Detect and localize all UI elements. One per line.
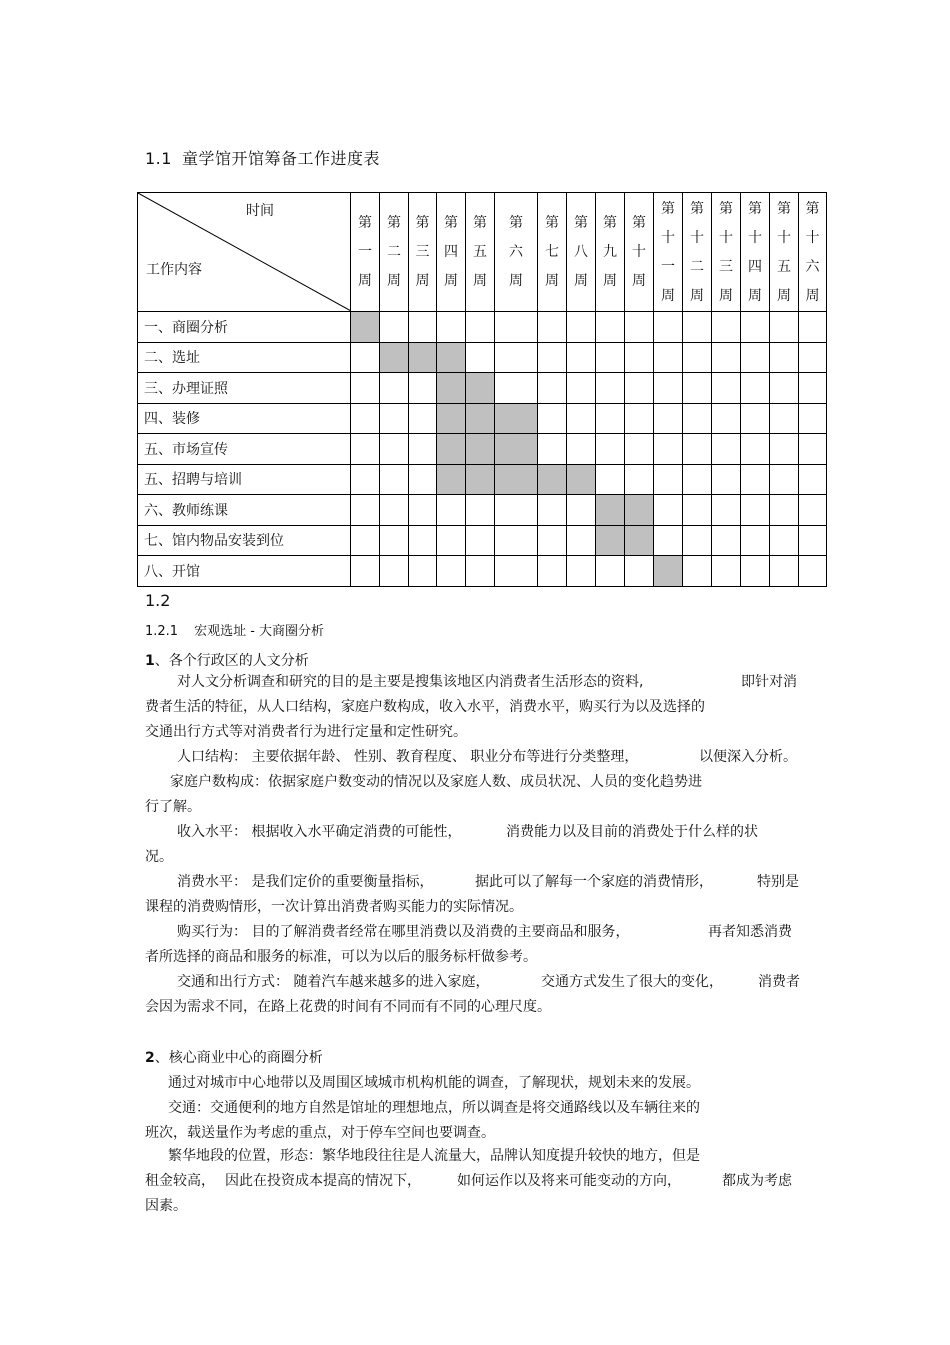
schedule-cell — [625, 373, 654, 404]
task-label: 四、装修 — [138, 403, 351, 434]
schedule-cell — [495, 342, 538, 373]
week-header-char: 六 — [509, 244, 523, 260]
paragraph-line: 消费能力以及目前的消费处于什么样的状 — [506, 824, 758, 840]
schedule-cell — [538, 495, 567, 526]
task-label: 五、市场宣传 — [138, 434, 351, 465]
paragraph-line: 会因为需求不同，在路上花费的时间有不同而有不同的心理尺度。 — [145, 999, 551, 1015]
schedule-cell — [538, 556, 567, 587]
week-header-char: 十 — [690, 230, 704, 246]
week-header-char: 第 — [690, 201, 704, 217]
schedule-cell-active — [495, 464, 538, 495]
paragraph-line: 繁华地段的位置，形态：繁华地段往往是人流量大，品牌认知度提升较快的地方，但是 — [168, 1148, 700, 1164]
week-header-char: 周 — [748, 288, 762, 304]
title-number: 1.1 — [145, 149, 172, 168]
paragraph-line: 行了解。 — [145, 799, 201, 815]
week-header-char: 周 — [473, 273, 487, 289]
schedule-cell — [683, 434, 712, 465]
schedule-cell — [466, 312, 495, 343]
schedule-cell — [596, 373, 625, 404]
table-row — [138, 403, 827, 434]
week-header-16 — [799, 193, 827, 312]
paragraph-line: 交通出行方式等对消费者行为进行定量和定性研究。 — [145, 724, 467, 740]
schedule-cell — [741, 556, 770, 587]
week-header-char: 第 — [632, 215, 646, 231]
schedule-cell — [683, 312, 712, 343]
schedule-cell — [712, 464, 741, 495]
schedule-cell — [683, 342, 712, 373]
paragraph-line: 收入水平： 根据收入水平确定消费的可能性， — [177, 824, 462, 840]
schedule-cell-active — [596, 495, 625, 526]
schedule-cell-active — [351, 312, 380, 343]
paragraph-line: 交通和出行方式： 随着汽车越来越多的进入家庭， — [177, 974, 490, 990]
schedule-cell — [409, 495, 437, 526]
week-header-char: 周 — [574, 273, 588, 289]
week-header-char: 第 — [805, 201, 820, 217]
schedule-cell — [466, 556, 495, 587]
schedule-cell — [799, 434, 827, 465]
schedule-cell — [495, 556, 538, 587]
schedule-cell — [380, 464, 409, 495]
week-header-char: 周 — [444, 273, 458, 289]
paragraph-line: 交通：交通便利的地方自然是馆址的理想地点，所以调查是将交通路线以及车辆往来的 — [168, 1100, 700, 1116]
schedule-cell — [712, 373, 741, 404]
week-header-char: 周 — [690, 288, 704, 304]
schedule-cell-active — [437, 403, 466, 434]
schedule-cell — [380, 373, 409, 404]
schedule-cell — [799, 342, 827, 373]
schedule-cell — [409, 464, 437, 495]
schedule-cell — [741, 525, 770, 556]
schedule-cell — [351, 434, 380, 465]
week-header-char: 第 — [603, 215, 617, 231]
page-title — [145, 146, 380, 169]
schedule-cell — [538, 342, 567, 373]
paragraph-line: 交通方式发生了很大的变化， — [541, 974, 723, 990]
schedule-cell — [495, 525, 538, 556]
schedule-cell — [625, 464, 654, 495]
week-header-char: 第 — [387, 215, 401, 231]
paragraph-line: 即针对消 — [741, 674, 797, 690]
schedule-cell — [712, 342, 741, 373]
paragraph-line: 对人文分析调查和研究的目的是主要是搜集该地区内消费者生活形态的资料, — [177, 674, 644, 690]
schedule-cell — [495, 312, 538, 343]
schedule-cell — [351, 556, 380, 587]
schedule-cell — [567, 495, 596, 526]
paragraph-line: 以便深入分析。 — [699, 749, 797, 765]
schedule-cell — [683, 373, 712, 404]
schedule-cell — [799, 495, 827, 526]
schedule-cell — [712, 434, 741, 465]
week-header-12 — [683, 193, 712, 312]
table-row — [138, 556, 827, 587]
schedule-cell-active — [437, 342, 466, 373]
week-header-char: 第 — [358, 215, 372, 231]
week-header-char: 一 — [358, 244, 372, 260]
schedule-cell — [567, 373, 596, 404]
week-header-3 — [409, 193, 437, 312]
week-header-char: 周 — [603, 273, 617, 289]
week-header-char: 四 — [444, 244, 458, 260]
schedule-cell-active — [380, 342, 409, 373]
paragraph-line: 因素。 — [145, 1198, 187, 1214]
corner-time-label: 时间 — [246, 203, 274, 219]
schedule-cell — [741, 464, 770, 495]
week-header-char: 一 — [661, 259, 675, 275]
schedule-cell-active — [567, 464, 596, 495]
schedule-cell — [654, 434, 683, 465]
week-header-char: 八 — [574, 244, 588, 260]
schedule-cell-active — [466, 373, 495, 404]
paragraph-line: 通过对城市中心地带以及周围区域城市机构机能的调查，了解现状，规划未来的发展。 — [168, 1075, 700, 1091]
paragraph-line: 如何运作以及将来可能变动的方向， — [457, 1173, 681, 1189]
schedule-table — [137, 192, 827, 587]
schedule-cell — [770, 342, 799, 373]
schedule-cell — [380, 403, 409, 434]
schedule-cell — [437, 312, 466, 343]
paragraph-line: 况。 — [145, 849, 173, 865]
schedule-cell — [596, 403, 625, 434]
part2-heading-number: 2 — [145, 1050, 155, 1066]
week-header-char: 第 — [444, 215, 458, 231]
schedule-cell — [409, 556, 437, 587]
week-header-char: 六 — [805, 259, 820, 275]
schedule-cell-active — [466, 464, 495, 495]
schedule-cell — [654, 525, 683, 556]
schedule-cell — [380, 495, 409, 526]
schedule-cell — [683, 403, 712, 434]
schedule-cell — [799, 312, 827, 343]
schedule-cell — [466, 342, 495, 373]
paragraph-line: 课程的消费购情形，一次计算出消费者购买能力的实际情况。 — [145, 899, 523, 915]
week-header-char: 十 — [719, 230, 733, 246]
part2-heading-text: 、核心商业中心的商圈分析 — [154, 1050, 323, 1066]
week-header-5 — [466, 193, 495, 312]
week-header-char: 周 — [632, 273, 646, 289]
schedule-cell — [741, 495, 770, 526]
week-header-char: 周 — [777, 288, 791, 304]
schedule-cell — [380, 312, 409, 343]
schedule-cell — [683, 495, 712, 526]
schedule-cell — [712, 556, 741, 587]
schedule-cell — [596, 464, 625, 495]
schedule-cell — [567, 434, 596, 465]
week-header-char: 第 — [545, 215, 559, 231]
schedule-cell — [770, 373, 799, 404]
schedule-cell — [567, 525, 596, 556]
schedule-cell — [799, 464, 827, 495]
week-header-char: 周 — [719, 288, 733, 304]
schedule-cell — [351, 342, 380, 373]
part1-heading-number: 1 — [145, 653, 155, 669]
schedule-cell — [770, 495, 799, 526]
schedule-cell — [409, 403, 437, 434]
schedule-cell — [596, 556, 625, 587]
schedule-cell — [770, 434, 799, 465]
schedule-cell — [351, 525, 380, 556]
schedule-cell — [351, 464, 380, 495]
week-header-char: 周 — [805, 288, 820, 304]
week-header-char: 周 — [387, 273, 401, 289]
week-header-13 — [712, 193, 741, 312]
week-header-char: 四 — [748, 259, 762, 275]
schedule-cell-active — [596, 525, 625, 556]
week-header-char: 第 — [574, 215, 588, 231]
schedule-cell-active — [654, 556, 683, 587]
corner-cell — [138, 193, 351, 312]
week-header-8 — [567, 193, 596, 312]
schedule-cell — [799, 403, 827, 434]
week-header-char: 三 — [415, 244, 430, 260]
week-header-7 — [538, 193, 567, 312]
table-body — [138, 312, 827, 587]
schedule-cell — [654, 403, 683, 434]
schedule-cell — [437, 556, 466, 587]
week-header-char: 第 — [473, 215, 487, 231]
schedule-cell-active — [437, 464, 466, 495]
week-header-char: 十 — [777, 230, 791, 246]
table-row — [138, 495, 827, 526]
schedule-cell — [712, 495, 741, 526]
week-header-char: 周 — [415, 273, 430, 289]
schedule-cell — [466, 495, 495, 526]
table-row — [138, 525, 827, 556]
schedule-cell — [741, 312, 770, 343]
schedule-cell — [596, 342, 625, 373]
schedule-cell — [538, 312, 567, 343]
week-header-char: 二 — [387, 244, 401, 260]
week-header-11 — [654, 193, 683, 312]
week-header-2 — [380, 193, 409, 312]
task-label: 一、商圈分析 — [138, 312, 351, 343]
schedule-cell — [654, 342, 683, 373]
schedule-cell-active — [437, 373, 466, 404]
schedule-cell — [380, 525, 409, 556]
week-header-char: 十 — [632, 244, 646, 260]
schedule-cell-active — [625, 495, 654, 526]
schedule-cell — [741, 342, 770, 373]
schedule-cell — [625, 403, 654, 434]
schedule-cell — [741, 373, 770, 404]
part1-heading — [145, 650, 309, 670]
paragraph-line: 消费水平： 是我们定价的重要衡量指标， — [177, 874, 434, 890]
paragraph-line: 再者知悉消费 — [708, 924, 792, 940]
schedule-cell-active — [625, 525, 654, 556]
week-header-char: 五 — [473, 244, 487, 260]
week-header-10 — [625, 193, 654, 312]
schedule-cell — [770, 403, 799, 434]
schedule-cell — [741, 434, 770, 465]
schedule-cell — [380, 434, 409, 465]
table-row — [138, 312, 827, 343]
schedule-cell — [654, 495, 683, 526]
paragraph-line: 者所选择的商品和服务的标准，可以为以后的服务标杆做参考。 — [145, 949, 537, 965]
schedule-cell — [770, 312, 799, 343]
schedule-cell — [567, 312, 596, 343]
task-label: 二、选址 — [138, 342, 351, 373]
schedule-cell — [567, 403, 596, 434]
task-label: 六、教师练课 — [138, 495, 351, 526]
schedule-cell — [567, 342, 596, 373]
paragraph-line: 家庭户数构成：依据家庭户数变动的情况以及家庭人数、成员状况、人员的变化趋势进 — [170, 774, 702, 790]
week-header-char: 三 — [719, 259, 733, 275]
diagonal-line — [138, 193, 351, 311]
week-header-char: 十 — [805, 230, 820, 246]
table-row — [138, 434, 827, 465]
week-header-char: 五 — [777, 259, 791, 275]
schedule-cell — [625, 434, 654, 465]
schedule-cell — [437, 495, 466, 526]
week-header-char: 第 — [509, 215, 523, 231]
schedule-cell — [770, 556, 799, 587]
schedule-cell — [770, 525, 799, 556]
schedule-cell — [409, 373, 437, 404]
schedule-cell — [712, 403, 741, 434]
schedule-cell — [596, 434, 625, 465]
week-header-char: 第 — [777, 201, 791, 217]
paragraph-line: 消费者 — [758, 974, 800, 990]
corner-work-label: 工作内容 — [146, 262, 202, 278]
part2-heading — [145, 1047, 323, 1067]
week-header-9 — [596, 193, 625, 312]
schedule-cell — [351, 403, 380, 434]
table-header-row — [138, 193, 827, 312]
schedule-cell — [712, 525, 741, 556]
week-header-char: 第 — [719, 201, 733, 217]
paragraph-line: 购买行为： 目的了解消费者经常在哪里消费以及消费的主要商品和服务， — [177, 924, 630, 940]
schedule-cell — [799, 525, 827, 556]
schedule-cell-active — [409, 342, 437, 373]
schedule-cell — [625, 312, 654, 343]
week-header-15 — [770, 193, 799, 312]
schedule-cell — [409, 312, 437, 343]
schedule-cell — [437, 525, 466, 556]
schedule-cell — [538, 434, 567, 465]
schedule-cell — [770, 464, 799, 495]
schedule-cell — [380, 556, 409, 587]
schedule-cell — [351, 373, 380, 404]
paragraph-line: 因此在投资成本提高的情况下， — [225, 1173, 421, 1189]
week-header-char: 周 — [358, 273, 372, 289]
week-header-char: 十 — [661, 230, 675, 246]
schedule-cell — [799, 373, 827, 404]
week-header-char: 周 — [545, 273, 559, 289]
schedule-cell-active — [495, 434, 538, 465]
table-row — [138, 373, 827, 404]
schedule-cell — [351, 495, 380, 526]
schedule-cell-active — [466, 403, 495, 434]
week-header-char: 第 — [748, 201, 762, 217]
schedule-cell — [625, 556, 654, 587]
task-label: 三、办理证照 — [138, 373, 351, 404]
subsection-heading — [145, 620, 324, 639]
schedule-cell — [654, 373, 683, 404]
paragraph-line: 费者生活的特征，从人口结构，家庭户数构成，收入水平，消费水平，购买行为以及选择的 — [145, 699, 705, 715]
task-label: 八、开馆 — [138, 556, 351, 587]
schedule-cell-active — [437, 434, 466, 465]
week-header-char: 第 — [415, 215, 430, 231]
table-row — [138, 342, 827, 373]
schedule-cell — [538, 525, 567, 556]
schedule-cell — [654, 464, 683, 495]
task-label: 七、馆内物品安装到位 — [138, 525, 351, 556]
schedule-cell — [538, 373, 567, 404]
schedule-cell-active — [466, 434, 495, 465]
subsection-title: 宏观选址 - 大商圈分析 — [194, 624, 325, 639]
paragraph-line: 租金较高， — [145, 1173, 215, 1189]
week-header-14 — [741, 193, 770, 312]
schedule-cell — [409, 525, 437, 556]
week-header-1 — [351, 193, 380, 312]
week-header-4 — [437, 193, 466, 312]
week-header-6 — [495, 193, 538, 312]
schedule-cell — [683, 556, 712, 587]
schedule-cell-active — [495, 403, 538, 434]
part1-heading-text: 、各个行政区的人文分析 — [154, 653, 309, 669]
schedule-cell — [625, 342, 654, 373]
schedule-cell — [466, 525, 495, 556]
schedule-cell — [654, 312, 683, 343]
paragraph-line: 特别是 — [757, 874, 799, 890]
schedule-cell — [683, 464, 712, 495]
schedule-cell — [712, 312, 741, 343]
task-label: 五、招聘与培训 — [138, 464, 351, 495]
schedule-cell — [683, 525, 712, 556]
schedule-cell — [799, 556, 827, 587]
week-header-char: 二 — [690, 259, 704, 275]
schedule-cell — [567, 556, 596, 587]
subsection-number: 1.2.1 — [145, 624, 179, 639]
week-header-char: 七 — [545, 244, 559, 260]
title-text: 童学馆开馆筹备工作进度表 — [181, 149, 380, 168]
week-header-char: 十 — [748, 230, 762, 246]
week-header-char: 周 — [509, 273, 523, 289]
schedule-cell — [409, 434, 437, 465]
paragraph-line: 班次，载送量作为考虑的重点，对于停车空间也要调查。 — [145, 1125, 495, 1141]
week-header-char: 第 — [661, 201, 675, 217]
schedule-cell — [495, 495, 538, 526]
schedule-cell — [741, 403, 770, 434]
paragraph-line: 都成为考虑 — [722, 1173, 792, 1189]
schedule-cell — [538, 403, 567, 434]
schedule-cell — [495, 373, 538, 404]
schedule-cell-active — [538, 464, 567, 495]
paragraph-line: 人口结构： 主要依据年龄、 性别、教育程度、 职业分布等进行分类整理， — [177, 749, 639, 765]
week-header-char: 九 — [603, 244, 617, 260]
week-header-char: 周 — [661, 288, 675, 304]
schedule-cell — [596, 312, 625, 343]
section-number: 1.2 — [145, 591, 171, 610]
table-row — [138, 464, 827, 495]
paragraph-line: 据此可以了解每一个家庭的消费情形， — [475, 874, 713, 890]
